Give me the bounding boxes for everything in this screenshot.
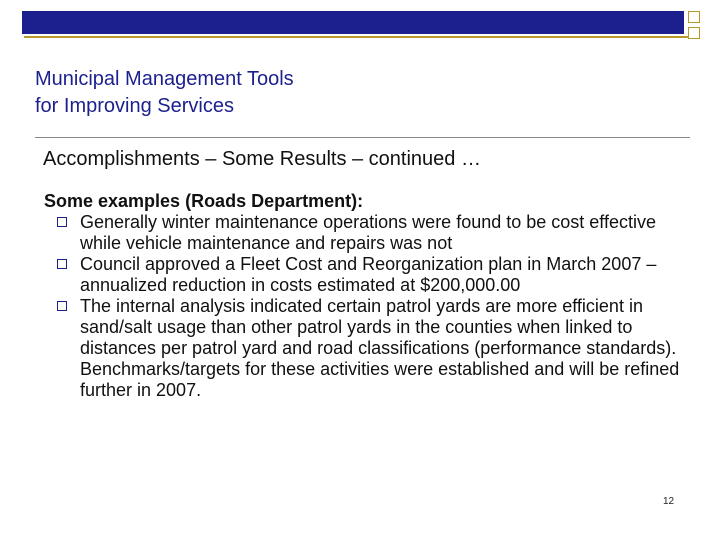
bullet-text: Council approved a Fleet Cost and Reorganization plan in March 2007 – annualized reduction in costs estimated at $200,000.00 (80, 254, 657, 295)
bullet-text: The internal analysis indicated certain patrol yards are more efficient in sand/salt usage than other patrol yards in the counties when linked to distances per patrol yard and road classifications (performance standards). Benchmarks/targets for these activities were established and will be refined further in 2007. (80, 296, 680, 400)
slide-body (44, 191, 684, 401)
square-bullet-icon (57, 217, 67, 227)
bullet-list (44, 212, 684, 401)
header-gold-line (24, 36, 694, 38)
bullet-item (44, 212, 684, 254)
square-bullet-icon (57, 301, 67, 311)
slide-title (35, 66, 294, 120)
bullet-item (44, 254, 684, 296)
bullet-text: Generally winter maintenance operations were found to be cost effective while vehicle maintenance and repairs was not (80, 212, 656, 253)
slide-title-line-1: Municipal Management Tools (35, 68, 294, 90)
body-heading: Some examples (Roads Department): (44, 191, 364, 211)
square-bullet-icon (57, 259, 67, 269)
slide-title-line-2: for Improving Services (35, 95, 234, 117)
header-navy-bar (22, 11, 684, 34)
bullet-item (44, 296, 684, 401)
header-square-bottom-icon (688, 27, 700, 39)
page-number: 12 (663, 496, 675, 507)
slide-subtitle: Accomplishments – Some Results – continued … (43, 148, 481, 170)
header-square-top-icon (688, 11, 700, 23)
title-divider (35, 137, 690, 138)
